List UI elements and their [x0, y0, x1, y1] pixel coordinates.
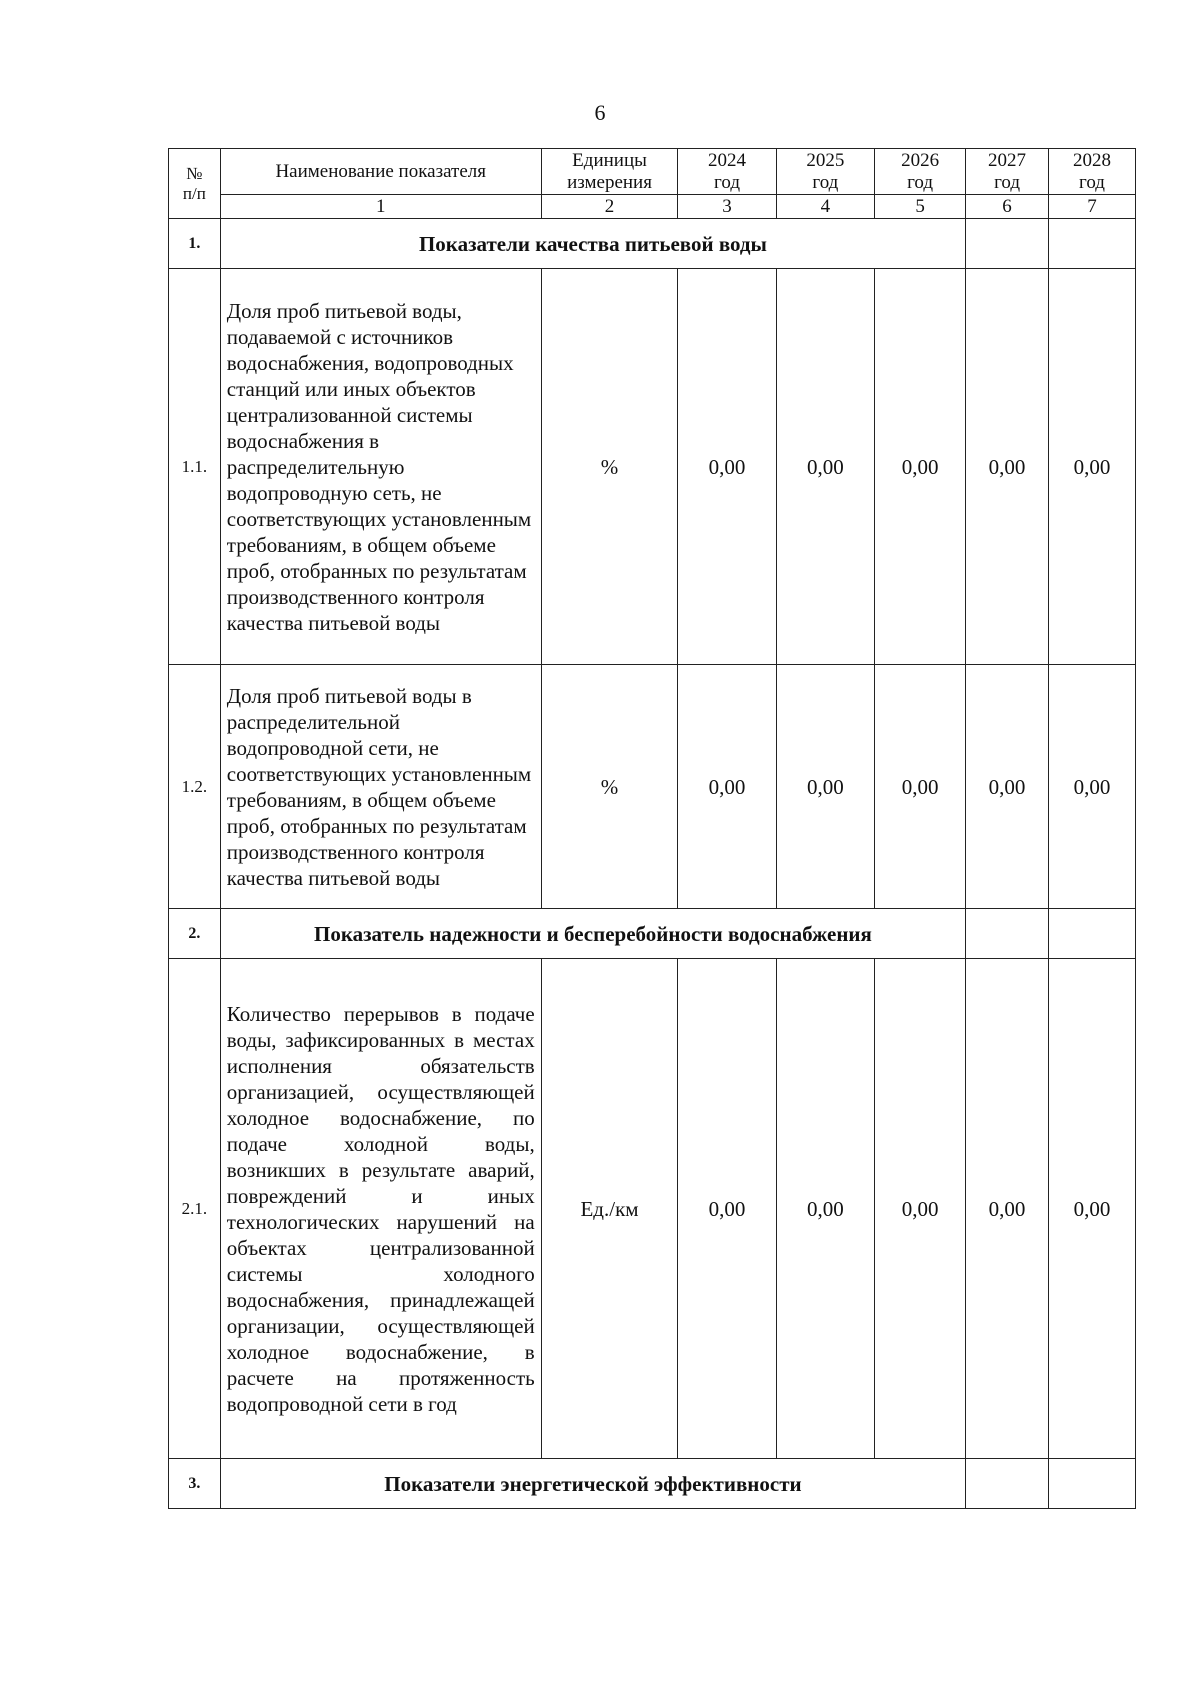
header-unit: Единицы измерения	[541, 149, 678, 195]
col-number: 1	[220, 195, 541, 219]
col-number: 5	[875, 195, 966, 219]
empty-cell	[966, 909, 1049, 959]
value-2024: 0,00	[678, 269, 776, 665]
col-number: 3	[678, 195, 776, 219]
empty-cell	[966, 219, 1049, 269]
header-year-2028: 2028 год	[1048, 149, 1135, 195]
value-2026: 0,00	[875, 269, 966, 665]
unit-cell: %	[541, 269, 678, 665]
table-row	[169, 269, 1136, 665]
value-2024: 0,00	[678, 959, 776, 1459]
col-number: 7	[1048, 195, 1135, 219]
row-number: 1.2.	[169, 665, 221, 909]
col-number: 2	[541, 195, 678, 219]
section-title: Показатель надежности и бесперебойности водоснабжения	[220, 909, 965, 959]
table-row	[169, 665, 1136, 909]
unit-cell: Ед./км	[541, 959, 678, 1459]
page-number: 6	[594, 100, 606, 125]
section-number: 2.	[169, 909, 221, 959]
empty-cell	[1048, 219, 1135, 269]
section-number: 1.	[169, 219, 221, 269]
header-no: № п/п	[169, 149, 221, 219]
header-row	[169, 149, 1136, 195]
indicator-name: Доля проб питьевой воды в распределительной водопроводной сети, не соответствующих установленным требованиям, в общем объеме проб, отобранных по результатам производственного контроля качества питьевой воды	[220, 665, 541, 909]
col-number: 6	[966, 195, 1049, 219]
value-2025: 0,00	[776, 665, 874, 909]
value-2028: 0,00	[1048, 959, 1135, 1459]
row-number: 2.1.	[169, 959, 221, 1459]
header-year-2025: 2025 год	[776, 149, 874, 195]
header-year-2024: 2024 год	[678, 149, 776, 195]
header-year-2026: 2026 год	[875, 149, 966, 195]
value-2024: 0,00	[678, 665, 776, 909]
value-2026: 0,00	[875, 665, 966, 909]
value-2028: 0,00	[1048, 665, 1135, 909]
table-row	[169, 959, 1136, 1459]
value-2025: 0,00	[776, 269, 874, 665]
indicator-name: Количество перерывов в подаче воды, зафиксированных в местах исполнения обязательств организацией, осуществляющей холодное водоснабжение, по подаче холодной воды, возникших в результате аварий, повреждений и иных технологических нарушений на объектах централизованной системы холодного водоснабжения, принадлежащей организации, осуществляющей холодное водоснабжение, в расчете на протяженность водопроводной сети в год	[220, 959, 541, 1459]
row-number: 1.1.	[169, 269, 221, 665]
indicators-table	[168, 148, 1136, 1509]
column-numbers-row	[169, 195, 1136, 219]
empty-cell	[966, 1459, 1049, 1509]
value-2026: 0,00	[875, 959, 966, 1459]
section-row	[169, 909, 1136, 959]
unit-cell: %	[541, 665, 678, 909]
empty-cell	[1048, 909, 1135, 959]
value-2027: 0,00	[966, 269, 1049, 665]
section-title: Показатели энергетической эффективности	[220, 1459, 965, 1509]
header-name: Наименование показателя	[220, 149, 541, 195]
indicator-name: Доля проб питьевой воды, подаваемой с источников водоснабжения, водопроводных станций или иных объектов централизованной системы водоснабжения в распределительную водопроводную сеть, не соответствующих установленным требованиям, в общем объеме проб, отобранных по результатам производственного контроля качества питьевой воды	[220, 269, 541, 665]
section-row	[169, 219, 1136, 269]
section-row	[169, 1459, 1136, 1509]
empty-cell	[1048, 1459, 1135, 1509]
value-2025: 0,00	[776, 959, 874, 1459]
col-number: 4	[776, 195, 874, 219]
value-2027: 0,00	[966, 665, 1049, 909]
section-title: Показатели качества питьевой воды	[220, 219, 965, 269]
section-number: 3.	[169, 1459, 221, 1509]
value-2028: 0,00	[1048, 269, 1135, 665]
value-2027: 0,00	[966, 959, 1049, 1459]
header-year-2027: 2027 год	[966, 149, 1049, 195]
